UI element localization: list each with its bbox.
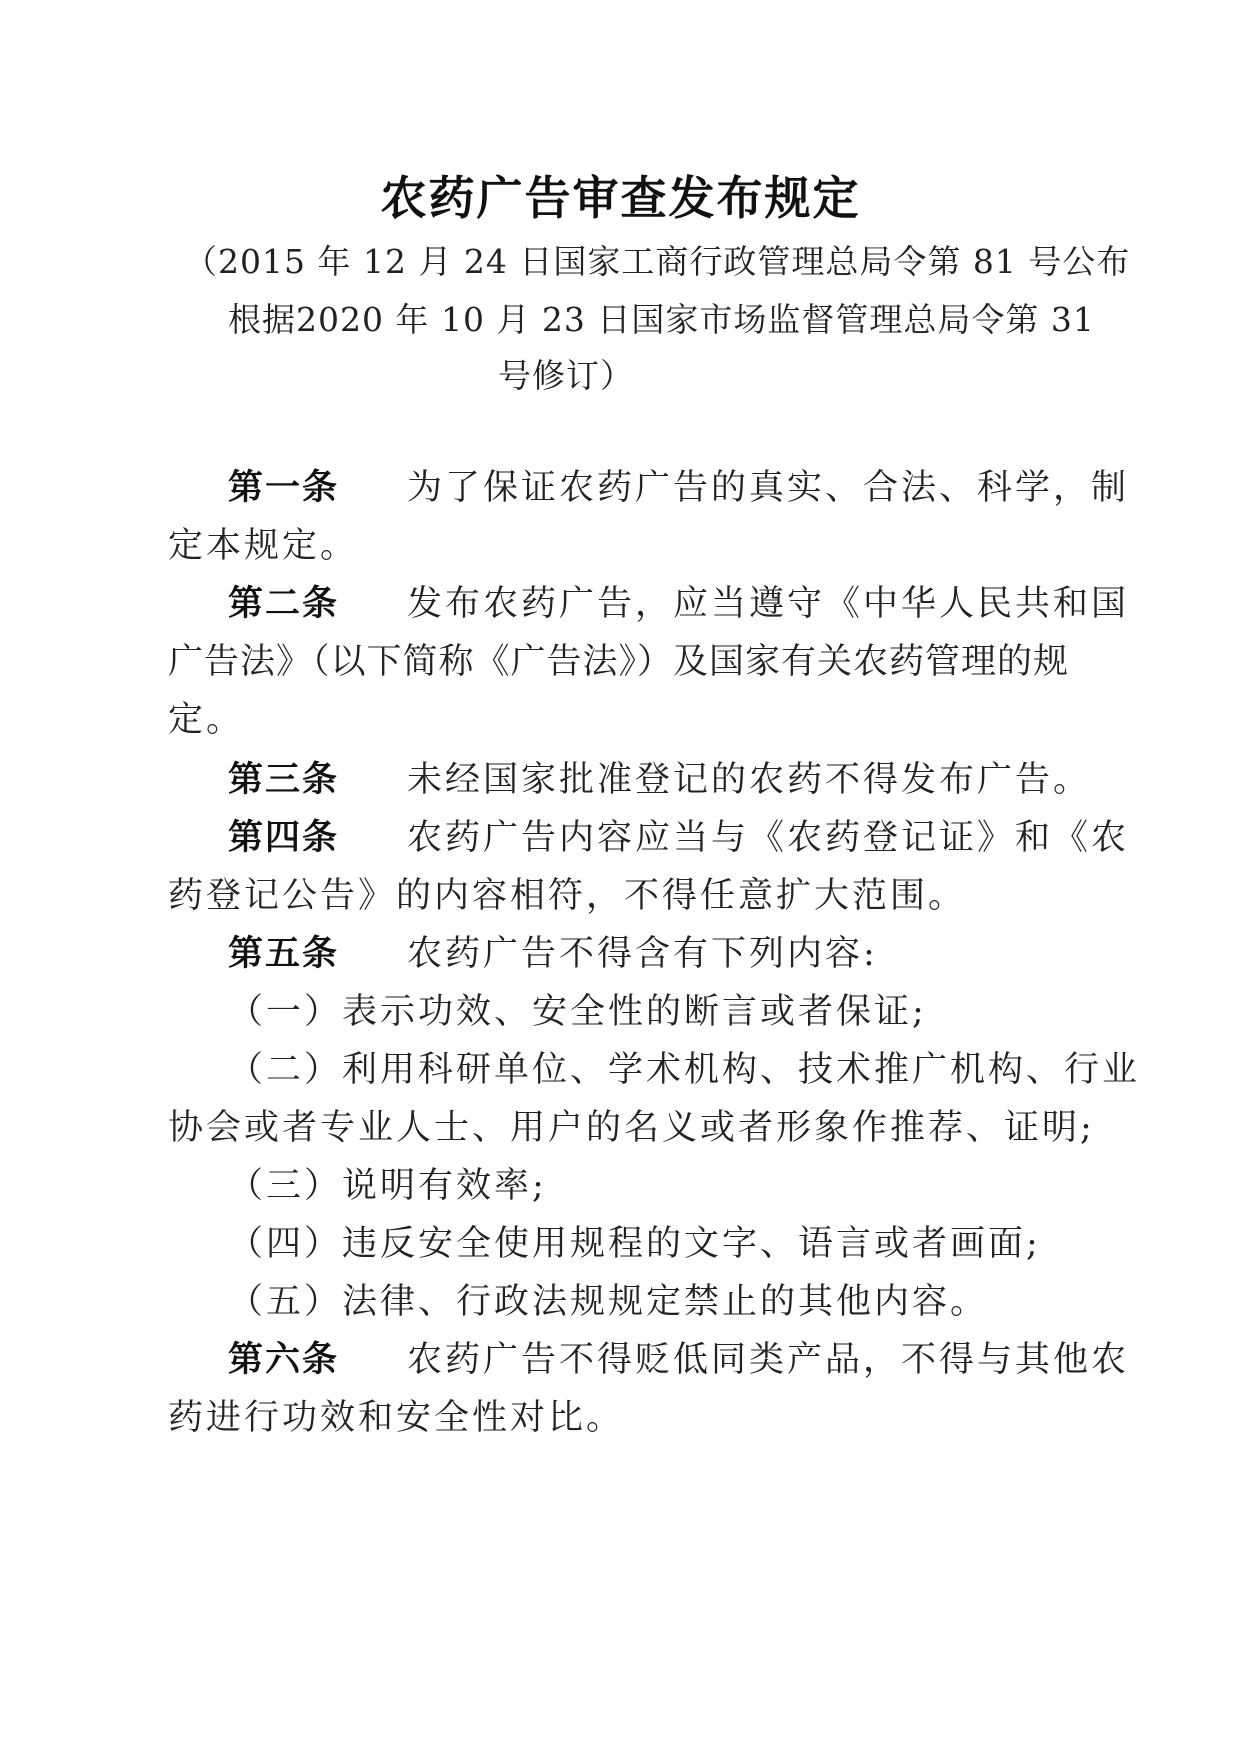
article-5-item-2-cont: 协会或者专业人士、用户的名义或者形象作推荐、证明; <box>168 1108 1095 1148</box>
article-1-text-cont: 定本规定。 <box>168 526 359 566</box>
subtitle-line-3: 号修订） <box>498 356 634 395</box>
article-4 <box>228 810 1129 860</box>
article-6-label: 第六条 <box>228 1340 340 1380</box>
article-5-label: 第五条 <box>228 934 340 974</box>
article-1-text: 为了保证农药广告的真实、合法、科学，制 <box>407 468 1130 508</box>
article-4-label: 第四条 <box>228 818 340 858</box>
article-2-text: 发布农药广告，应当遵守《中华人民共和国 <box>407 584 1130 624</box>
article-5-item-2: （二）利用科研单位、学术机构、技术推广机构、行业 <box>228 1050 1141 1090</box>
article-6-text-cont: 药进行功效和安全性对比。 <box>168 1398 625 1438</box>
article-1-label: 第一条 <box>228 468 340 508</box>
article-3-text: 未经国家批准登记的农药不得发布广告。 <box>407 760 1092 800</box>
article-5-item-3: （三）说明有效率; <box>228 1166 547 1206</box>
article-5-item-5: （五）法律、行政法规规定禁止的其他内容。 <box>228 1282 989 1322</box>
article-5-text: 农药广告不得含有下列内容: <box>407 934 878 974</box>
article-2 <box>228 576 1129 626</box>
article-2-text-cont-2: 定。 <box>168 700 245 740</box>
article-1 <box>228 460 1129 510</box>
article-4-text: 农药广告内容应当与《农药登记证》和《农 <box>407 818 1130 858</box>
article-2-label: 第二条 <box>228 584 340 624</box>
article-3-label: 第三条 <box>228 760 340 800</box>
article-4-text-cont: 药登记公告》的内容相符，不得任意扩大范围。 <box>168 876 967 916</box>
article-5-item-1: （一）表示功效、安全性的断言或者保证; <box>228 992 927 1032</box>
article-5-item-4: （四）违反安全使用规程的文字、语言或者画面; <box>228 1224 1041 1264</box>
subtitle-line-2: 根据2020 年 10 月 23 日国家市场监督管理总局令第 31 <box>228 300 1095 339</box>
article-6-text: 农药广告不得贬低同类产品，不得与其他农 <box>407 1340 1130 1380</box>
document-title: 农药广告审查发布规定 <box>380 171 861 225</box>
subtitle-line-1: （2015 年 12 月 24 日国家工商行政管理总局令第 81 号公布 <box>184 242 1131 281</box>
article-6 <box>228 1332 1129 1382</box>
article-2-text-cont-1: 广告法》（以下简称《广告法》）及国家有关农药管理的规 <box>168 642 1070 682</box>
article-5 <box>228 926 878 976</box>
article-3 <box>228 752 1091 802</box>
